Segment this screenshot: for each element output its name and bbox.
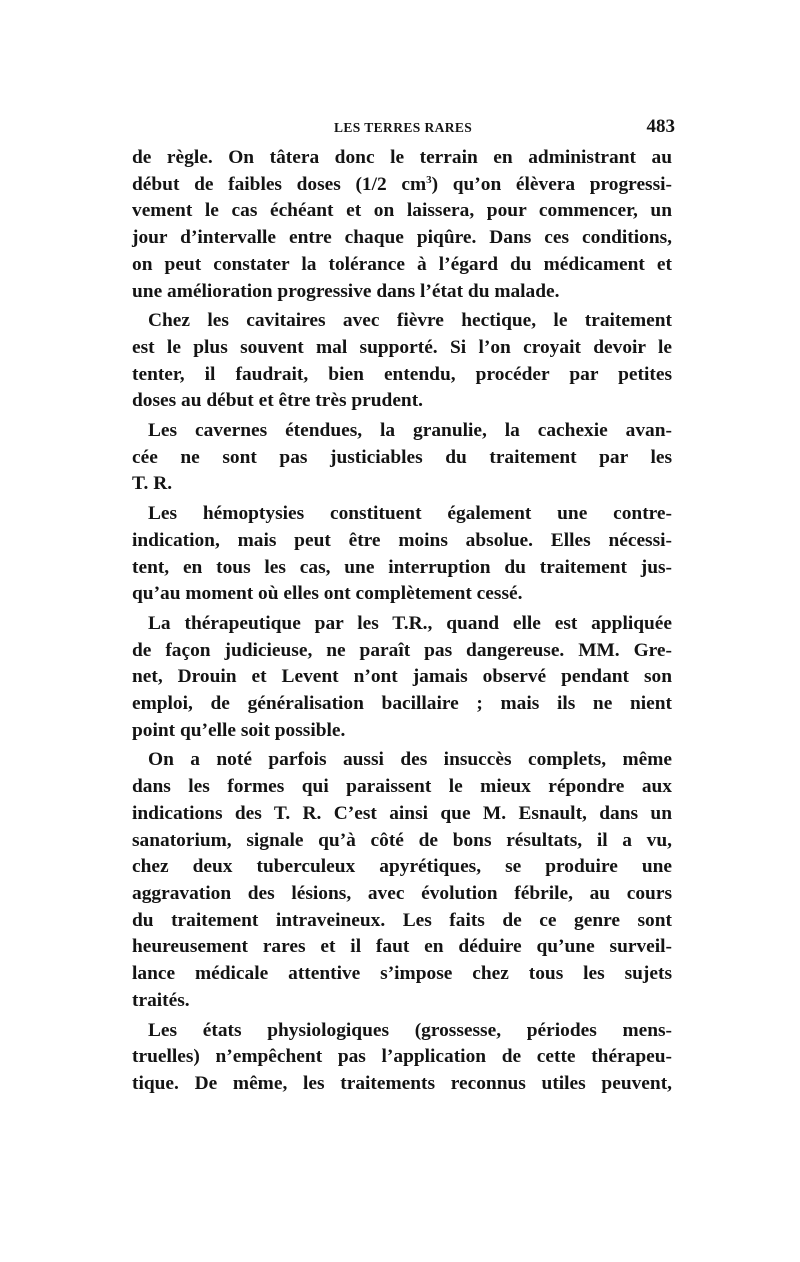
text-line: T. R. xyxy=(132,473,173,495)
text-line: jour d’intervalle entre chaque piqûre. Dans ces conditions, xyxy=(132,227,672,249)
paragraph xyxy=(132,418,672,498)
running-head xyxy=(132,116,675,142)
text-line: Les hémoptysies constituent également une contre- xyxy=(148,503,672,525)
paragraph xyxy=(132,611,672,745)
text-line: indications des T. R. C’est ainsi que M. Esnault, dans un xyxy=(132,802,672,824)
text-line: début de faibles doses (1/2 $cm^3$) qu’on élèvera progressi- xyxy=(132,173,672,195)
text-line: tenter, il faudrait, bien entendu, procéder par petites xyxy=(132,363,672,385)
text-line: lance médicale attentive s’impose chez tous les sujets xyxy=(132,963,672,985)
text-line: tique. De même, les traitements reconnus utiles peuvent, xyxy=(132,1072,672,1094)
text-line: sanatorium, signale qu’à côté de bons résultats, il a vu, xyxy=(132,829,672,851)
text-line: net, Drouin et Levent n’ont jamais observé pendant son xyxy=(132,666,672,688)
text-line: doses au début et être très prudent. xyxy=(132,390,424,412)
text-line: est le plus souvent mal supporté. Si l’on croyait devoir le xyxy=(132,336,672,358)
superscript: 3 xyxy=(426,173,432,186)
paragraph xyxy=(132,747,672,1014)
text-line: de règle. On tâtera donc le terrain en administrant au xyxy=(132,147,672,168)
text-line: heureusement rares et il faut en déduire qu’une surveil- xyxy=(132,936,672,958)
text-line: vement le cas échéant et on laissera, pour commencer, un xyxy=(132,200,672,222)
text-line: Les états physiologiques (grossesse, périodes mens- xyxy=(148,1019,672,1041)
page-number: 483 xyxy=(646,116,675,137)
paragraph xyxy=(132,501,672,608)
text-line: Chez les cavitaires avec fièvre hectique, le traitement xyxy=(148,310,672,332)
text-line: du traitement intraveineux. Les faits de ce genre sont xyxy=(132,909,672,931)
text-line: tent, en tous les cas, une interruption du traitement jus- xyxy=(132,556,672,578)
text-line: Les cavernes étendues, la granulie, la cachexie avan- xyxy=(148,420,672,442)
running-title: LES TERRES RARES xyxy=(334,120,473,135)
text-line: On a noté parfois aussi des insuccès complets, même xyxy=(148,749,672,771)
text-line: cée ne sont pas justiciables du traitement par les xyxy=(132,446,672,468)
text-line: dans les formes qui paraissent le mieux répondre aux xyxy=(132,776,672,798)
paragraph xyxy=(132,145,672,305)
text-line: on peut constater la tolérance à l’égard du médicament et xyxy=(132,253,672,275)
text-line: traités. xyxy=(132,989,190,1011)
text-line: emploi, de généralisation bacillaire ; mais ils ne nient xyxy=(132,693,672,715)
paragraph xyxy=(132,1018,672,1098)
text-line: La thérapeutique par les T.R., quand elle est appliquée xyxy=(148,612,672,634)
text-line: point qu’elle soit possible. xyxy=(132,719,346,741)
paragraph xyxy=(132,308,672,415)
text-line: de façon judicieuse, ne paraît pas dangereuse. MM. Gre- xyxy=(132,639,672,661)
body-text xyxy=(132,145,672,1098)
text-line: indication, mais peut être moins absolue. Elles nécessi- xyxy=(132,529,672,551)
text-line: une amélioration progressive dans l’état du malade. xyxy=(132,280,560,302)
text-line: chez deux tuberculeux apyrétiques, se produire une xyxy=(132,856,672,878)
text-line: truelles) n’empêchent pas l’application de cette thérapeu- xyxy=(132,1046,672,1068)
text-line: aggravation des lésions, avec évolution fébrile, au cours xyxy=(132,882,672,904)
text-line: qu’au moment où elles ont complètement cessé. xyxy=(132,583,523,605)
